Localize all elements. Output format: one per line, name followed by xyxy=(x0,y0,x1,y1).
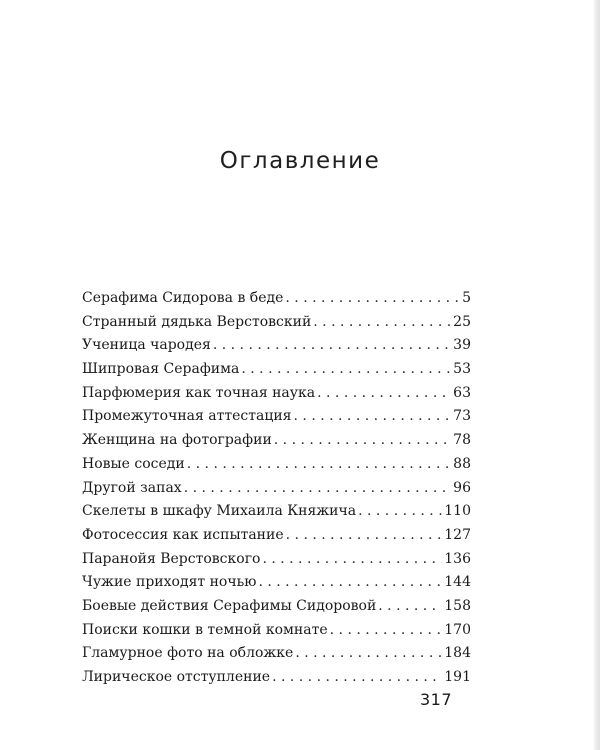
toc-leader-dots xyxy=(213,334,451,358)
toc-entry-page: 25 xyxy=(453,313,471,330)
toc-entry xyxy=(82,311,471,335)
toc-leader-dots xyxy=(317,382,451,406)
toc-entry-page: 158 xyxy=(444,597,471,614)
toc-entry-page: 39 xyxy=(453,337,471,354)
toc-entry-title: Странный дядька Верстовский xyxy=(82,313,312,330)
toc-leader-dots xyxy=(274,429,451,453)
toc-entry-page: 78 xyxy=(453,432,471,449)
toc-entry-title: Промежуточная аттестация xyxy=(82,408,292,425)
toc-leader-dots xyxy=(294,405,452,429)
toc-leader-dots xyxy=(187,453,451,477)
toc-entry-title: Паранойя Верстовского xyxy=(82,550,261,567)
toc-entry-page: 63 xyxy=(453,384,471,401)
toc-leader-dots xyxy=(378,595,442,619)
toc-entry xyxy=(82,548,471,572)
toc-entry xyxy=(82,642,471,666)
toc-entry-page: 88 xyxy=(453,455,471,472)
toc-entry-title: Женщина на фотографии xyxy=(82,432,272,449)
toc-entry xyxy=(82,666,471,690)
toc-entry-title: Лирическое отступление xyxy=(82,669,271,685)
toc-entry xyxy=(82,595,471,619)
toc-entry xyxy=(82,358,471,382)
toc-entry xyxy=(82,405,471,429)
page-number: 317 xyxy=(420,690,453,709)
toc-leader-dots xyxy=(272,666,442,690)
toc-entry-title: Чужие приходят ночью xyxy=(82,574,257,591)
toc-entry-page: 191 xyxy=(444,669,471,685)
toc-entry xyxy=(82,571,471,595)
toc-entry xyxy=(82,429,471,453)
toc-entry-page: 144 xyxy=(444,574,471,591)
toc-entry-title: Другой запах xyxy=(82,479,182,496)
page-title: Оглавление xyxy=(219,148,381,174)
toc-leader-dots xyxy=(184,477,451,501)
toc-leader-dots xyxy=(286,524,443,548)
toc-entry-title: Парфюмерия как точная наука xyxy=(82,384,316,401)
toc-entry-title: Серафима Сидорова в беде xyxy=(82,290,284,306)
toc-entry-title: Боевые действия Серафимы Сидоровой xyxy=(82,597,377,614)
toc-leader-dots xyxy=(258,571,442,595)
toc-entry xyxy=(82,500,471,524)
toc-entry-page: 110 xyxy=(444,503,471,520)
page-edge xyxy=(594,0,600,750)
toc-entry-page: 53 xyxy=(453,361,471,378)
toc-leader-dots xyxy=(285,287,460,311)
toc-entry xyxy=(82,619,471,643)
toc-leader-dots xyxy=(262,548,442,572)
toc-leader-dots xyxy=(241,358,451,382)
toc-entry xyxy=(82,287,471,311)
toc-leader-dots xyxy=(330,619,443,643)
toc-entry-title: Гламурное фото на обложке xyxy=(82,645,294,662)
toc-entry xyxy=(82,382,471,406)
table-of-contents xyxy=(82,287,471,690)
toc-entry-page: 170 xyxy=(444,621,471,638)
toc-leader-dots xyxy=(295,642,442,666)
toc-entry-page: 136 xyxy=(444,550,471,567)
toc-leader-dots xyxy=(313,311,451,335)
toc-entry-title: Фотосессия как испытание xyxy=(82,526,284,543)
toc-entry-page: 73 xyxy=(453,408,471,425)
toc-entry-title: Скелеты в шкафу Михаила Княжича xyxy=(82,503,357,520)
toc-leader-dots xyxy=(358,500,442,524)
toc-entry-page: 127 xyxy=(444,526,471,543)
toc-entry xyxy=(82,524,471,548)
toc-entry-page: 5 xyxy=(462,290,471,306)
toc-entry xyxy=(82,453,471,477)
toc-entry xyxy=(82,477,471,501)
toc-entry xyxy=(82,334,471,358)
toc-entry-page: 184 xyxy=(444,645,471,662)
toc-entry-title: Шипровая Серафима xyxy=(82,361,240,378)
toc-entry-title: Новые соседи xyxy=(82,455,185,472)
toc-entry-page: 96 xyxy=(453,479,471,496)
toc-entry-title: Ученица чародея xyxy=(82,337,211,354)
toc-entry-title: Поиски кошки в темной комнате xyxy=(82,621,328,638)
